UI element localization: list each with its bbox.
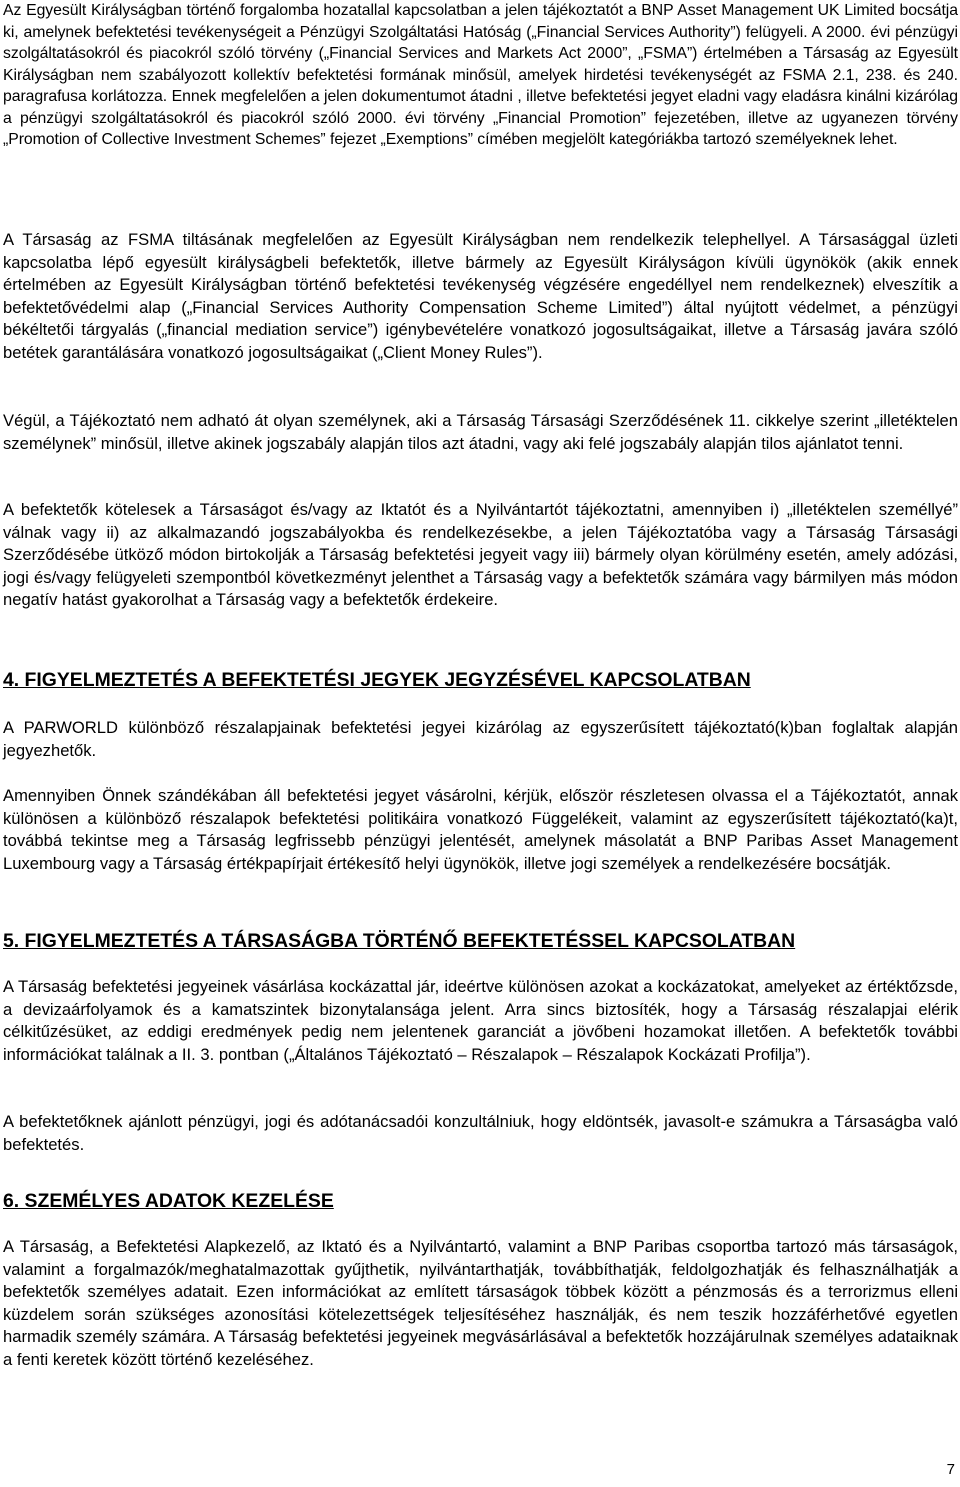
paragraph-text: A Társaság befektetési jegyeinek vásárlása kockázattal jár, ideértve különösen azokat a kockázatokat, amelyeket az értéktőzsde, a devizaárfolyamok és a kamatszintek bizonytalansága jelent. Arra sincs biztosíték, hogy a Társaság részalapjai elérik célkitűzésüket, az eddigi eredmények pedig nem jelentenek garanciát a jövőbeni hozamokat illetően. A befektetők további információkat találnak a II. 3. pontban („Általános Tájékoztató – Részalapok – Részalapok Kockázati Profilja”). xyxy=(3,977,958,1064)
paragraph-investor-obligations xyxy=(3,499,958,612)
paragraph-fsma-establishment xyxy=(3,229,958,364)
section-heading-4 xyxy=(3,667,958,693)
paragraph-text: Az Egyesült Királyságban történő forgalomba hozatallal kapcsolatban a jelen tájékoztatót a BNP Asset Management UK Limited bocsátja ki, amelynek befektetési tevékenységeit a Pénzügyi Szolgáltatási Hatóság („Financial Services Authority”) felügyeli. A 2000. évi pénzügyi szolgáltatásokról és piacokról szóló törvény („Financial Services and Markets Act 2000”, „FSMA”) értelmében a Társaság az Egyesült Királyságban nem szabályozott kollektív befektetési formának minősül, amelyek hirdetési tevékenységét az FSMA 2.1, 238. és 240. paragrafusa korlátozza. Ennek megfelelően a jelen dokumentumot átadni , illetve befektetési jegyet eladni vagy eladásra kinálni kizárólag a pénzügyi szolgáltatásokról és piacokról szóló 2000. évi törvény „Financial Promotion” fejezetében, illetve az ugyanezen törvény „Promotion of Collective Investment Schemes” fejezet „Exemptions” címében megjelölt kategóriákba tartozó személyeknek lehet. xyxy=(3,2,958,148)
page-number: 7 xyxy=(946,1461,955,1478)
paragraph-text: Amennyiben Önnek szándékában áll befektetési jegyet vásárolni, kérjük, először részletesen olvassa el a Tájékoztatót, annak különösen a különböző részalapok befektetési politikáira vonatkozó Függelékeit, valamint az egyszerűsített tájékoztató(ka)t, továbbá tekintse meg a Társaság legfrissebb pénzügyi jelentését, amelynek másolatát a BNP Paribas Asset Management Luxembourg vagy a Társaság értékpapírjait értékesítő helyi ügynökök, illetve jogi személyek a rendelkezésére bocsátják. xyxy=(3,786,958,873)
paragraph-text: A befektetők kötelesek a Társaságot és/vagy az Iktatót és a Nyilvántartót tájékoztatni, amennyiben i) „illetéktelen személlyé” válnak vagy ii) az alkalmazandó jogszabályokba és rendelkezésekbe, a jelen Tájékoztatóba vagy a Társaság Társasági Szerződésébe ütköző módon birtokolják a Társaság befektetési jegyeit vagy iii) bármely olyan körülmény esetén, amely adózási, jogi és/vagy felügyeleti szempontból következményt jelenthet a Társaság vagy a befektetők számára vagy bármilyen más módon negatív hatást gyakorolhat a Társaság vagy a befektetők érdekeire. xyxy=(3,500,958,609)
paragraph-purchase-advice xyxy=(3,785,958,875)
paragraph-text: Végül, a Tájékoztató nem adható át olyan személynek, aki a Társaság Társasági Szerződésének 11. cikkelye szerint „illetéktelen személynek” minősül, illetve akinek jogszabály alapján tilos azt átadni, vagy aki felé jogszabály alapján tilos ajánlatot tenni. xyxy=(3,411,958,453)
paragraph-unauthorized-persons xyxy=(3,410,958,455)
paragraph-personal-data xyxy=(3,1236,958,1371)
paragraph-text: A befektetőknek ajánlott pénzügyi, jogi és adótanácsadói konzultálniuk, hogy eldöntsék, javasolt-e számukra a Társaságba való befektetés. xyxy=(3,1112,958,1154)
paragraph-parworld-subscription xyxy=(3,717,958,762)
paragraph-consultation-advice xyxy=(3,1111,958,1156)
paragraph-investment-risk xyxy=(3,976,958,1066)
paragraph-text: A PARWORLD különböző részalapjainak befektetési jegyei kizárólag az egyszerűsített tájékoztató(k)ban foglaltak alapján jegyezhetők. xyxy=(3,718,958,760)
paragraph-text: A Társaság, a Befektetési Alapkezelő, az Iktató és a Nyilvántartó, valamint a BNP Paribas csoportba tartozó más társaságok, valamint a forgalmazók/meghatalmazottak gyűjthetik, nyilvántarthatják, továbbíthatják, feldolgozhatják és felhasználhatják a befektetők személyes adatait. Ezen információkat az említett társaságok többek között a pénzmosás és a terrorizmus elleni küzdelem során szükséges azonosítási kötelezettségek teljesítéséhez használják, és nem teszik hozzáférhetővé egyetlen harmadik személy számára. A Társaság befektetési jegyeinek megvásárlásával a befektetők hozzájárulnak személyes adataiknak a fenti keretek között történő kezeléséhez. xyxy=(3,1237,958,1369)
section-title: 5. FIGYELMEZTETÉS A TÁRSASÁGBA TÖRTÉNŐ BEFEKTETÉSSEL KAPCSOLATBAN xyxy=(3,930,796,952)
section-heading-5 xyxy=(3,928,958,954)
paragraph-text: A Társaság az FSMA tiltásának megfelelően az Egyesült Királyságban nem rendelkezik telephellyel. A Társasággal üzleti kapcsolatba lépő egyesült királyságbeli befektetők, illetve bármely az Egyesült Királyságon kívüli ügynökök (akik ennek értelmében az Egyesült Királyságban történő befektetési tevékenység végzésére engedéllyel nem rendelkeznek) elveszítik a befektetővédelmi alap („Financial Services Authority Compensation Scheme Limited”) által nyújtott védelmet, a pénzügyi békéltetői tárgyalás („financial mediation service”) igénybevételére vonatkozó jogosultságaikat, illetve a Társaság javára szóló betétek garantálására vonatkozó jogosultságaikat („Client Money Rules”). xyxy=(3,230,958,362)
paragraph-uk-distribution xyxy=(3,0,958,151)
section-title: 4. FIGYELMEZTETÉS A BEFEKTETÉSI JEGYEK JEGYZÉSÉVEL KAPCSOLATBAN xyxy=(3,669,751,691)
section-heading-6 xyxy=(3,1188,958,1214)
section-title: 6. SZEMÉLYES ADATOK KEZELÉSE xyxy=(3,1190,334,1212)
